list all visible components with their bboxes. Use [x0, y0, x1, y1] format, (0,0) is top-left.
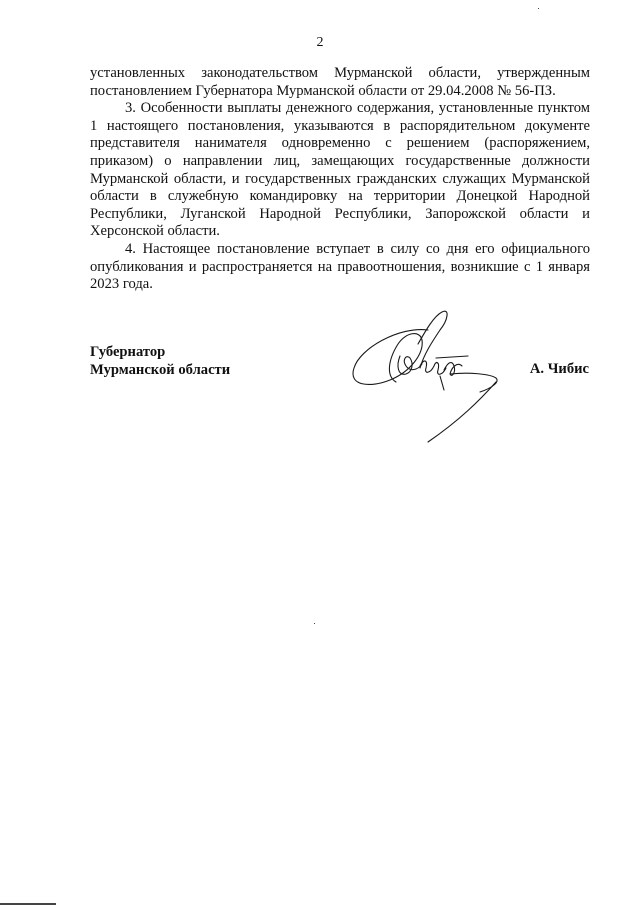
signer-title-line-1: Губернатор: [90, 344, 166, 360]
signer-title-line-2: Мурманской области: [90, 361, 231, 378]
scan-speck: [538, 8, 539, 9]
page-number: 2: [316, 35, 324, 50]
paragraph-item-4: 4. Настоящее постановление вступает в силу со дня его официального опубликования и распространяется на правоотношения, возникшие с 1 января 2023 года.: [90, 240, 590, 293]
handwritten-signature: [340, 308, 510, 448]
scan-speck: [314, 623, 315, 624]
signer-title: [90, 344, 230, 379]
document-body: [90, 65, 590, 294]
signer-name: А. Чибис: [529, 361, 589, 377]
paragraph-item-3: 3. Особенности выплаты денежного содержания, установленные пунктом 1 настоящего постановления, указываются в распорядительном документе представителя нанимателя одновременно с решением (распоряжением, приказом) о направлении лиц, замещающих государственные должности Мурманской области, и государственных гражданских служащих Мурманской области в служебную командировку на территории Донецкой Народной Республики, Луганской Народной Республики, Запорожской области и Херсонской области.: [90, 100, 590, 240]
paragraph-continuation: установленных законодательством Мурманской области, утвержденным постановлением Губернатора Мурманской области от 29.04.2008 № 56-ПЗ.: [90, 65, 590, 99]
